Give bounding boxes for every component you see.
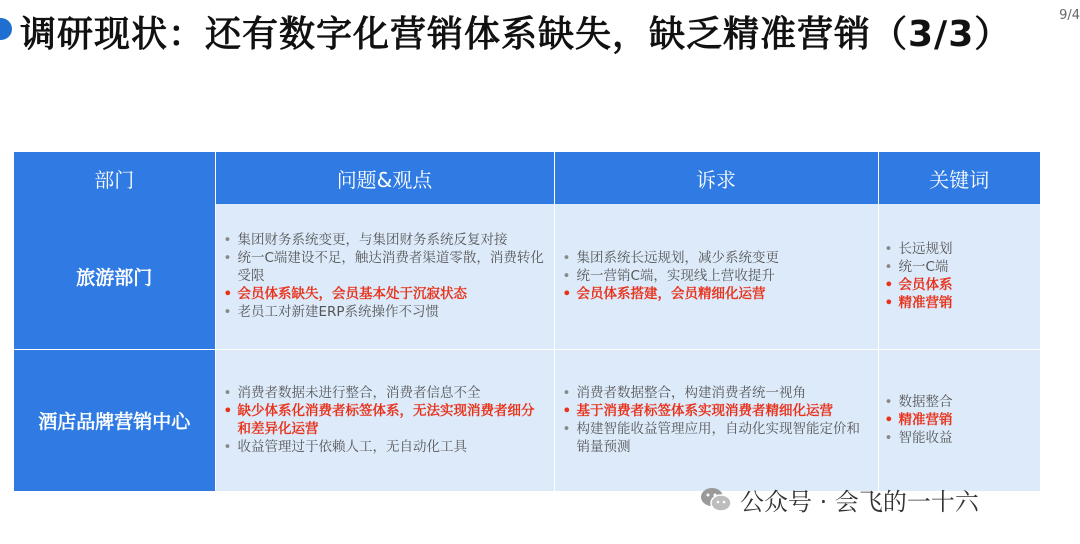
list-item: • 老员工对新建ERP系统操作不习惯	[224, 303, 546, 321]
demands-list	[563, 249, 870, 303]
watermark	[700, 482, 979, 517]
column-header-keywords: 关键词	[878, 152, 1040, 204]
list-item: • 数据整合	[885, 393, 1033, 411]
list-item: • 精准营销	[885, 411, 1033, 429]
research-table	[14, 152, 1040, 492]
demands-cell	[554, 349, 878, 491]
list-item: • 集团财务系统变更，与集团财务系统反复对接	[224, 231, 546, 249]
list-item: • 智能收益	[885, 429, 1033, 447]
list-item: • 长远规划	[885, 240, 1033, 258]
list-item: • 统一C端建设不足，触达消费者渠道零散，消费转化受限	[224, 249, 546, 285]
list-item: • 集团系统长远规划，减少系统变更	[563, 249, 870, 267]
keywords-cell	[878, 349, 1040, 491]
list-item: • 缺少体系化消费者标签体系，无法实现消费者细分和差异化运营	[224, 402, 546, 438]
department-cell: 旅游部门	[14, 204, 215, 349]
list-item: • 消费者数据未进行整合，消费者信息不全	[224, 384, 546, 402]
list-item: • 会员体系	[885, 276, 1033, 294]
demands-list	[563, 384, 870, 456]
table-header-row	[14, 152, 1040, 204]
list-item: • 精准营销	[885, 294, 1033, 312]
demands-cell	[554, 204, 878, 349]
column-header-dept: 部门	[14, 152, 215, 204]
table-row	[14, 349, 1040, 491]
keywords-cell	[878, 204, 1040, 349]
page-title: 调研现状：还有数字化营销体系缺失，缺乏精准营销（3/3）	[20, 14, 1012, 55]
watermark-text: 公众号 · 会飞的一十六	[740, 488, 979, 516]
department-cell: 酒店品牌营销中心	[14, 349, 215, 491]
column-header-problems: 问题&观点	[215, 152, 554, 204]
list-item: • 构建智能收益管理应用，自动化实现智能定价和销量预测	[563, 420, 870, 456]
problems-cell	[215, 204, 554, 349]
keywords-list	[885, 240, 1033, 312]
problems-list	[224, 231, 546, 321]
page-number: 9/4	[1059, 8, 1080, 23]
problems-cell	[215, 349, 554, 491]
column-header-demands: 诉求	[554, 152, 878, 204]
list-item: • 收益管理过于依赖人工，无自动化工具	[224, 438, 546, 456]
list-item: • 会员体系搭建，会员精细化运营	[563, 285, 870, 303]
list-item: • 基于消费者标签体系实现消费者精细化运营	[563, 402, 870, 420]
list-item: • 消费者数据整合，构建消费者统一视角	[563, 384, 870, 402]
problems-list	[224, 384, 546, 456]
table-row	[14, 204, 1040, 349]
wechat-icon	[700, 486, 732, 514]
list-item: • 统一营销C端，实现线上营收提升	[563, 267, 870, 285]
keywords-list	[885, 393, 1033, 447]
list-item: • 会员体系缺失，会员基本处于沉寂状态	[224, 285, 546, 303]
title-bullet-icon	[0, 18, 12, 40]
list-item: • 统一C端	[885, 258, 1033, 276]
